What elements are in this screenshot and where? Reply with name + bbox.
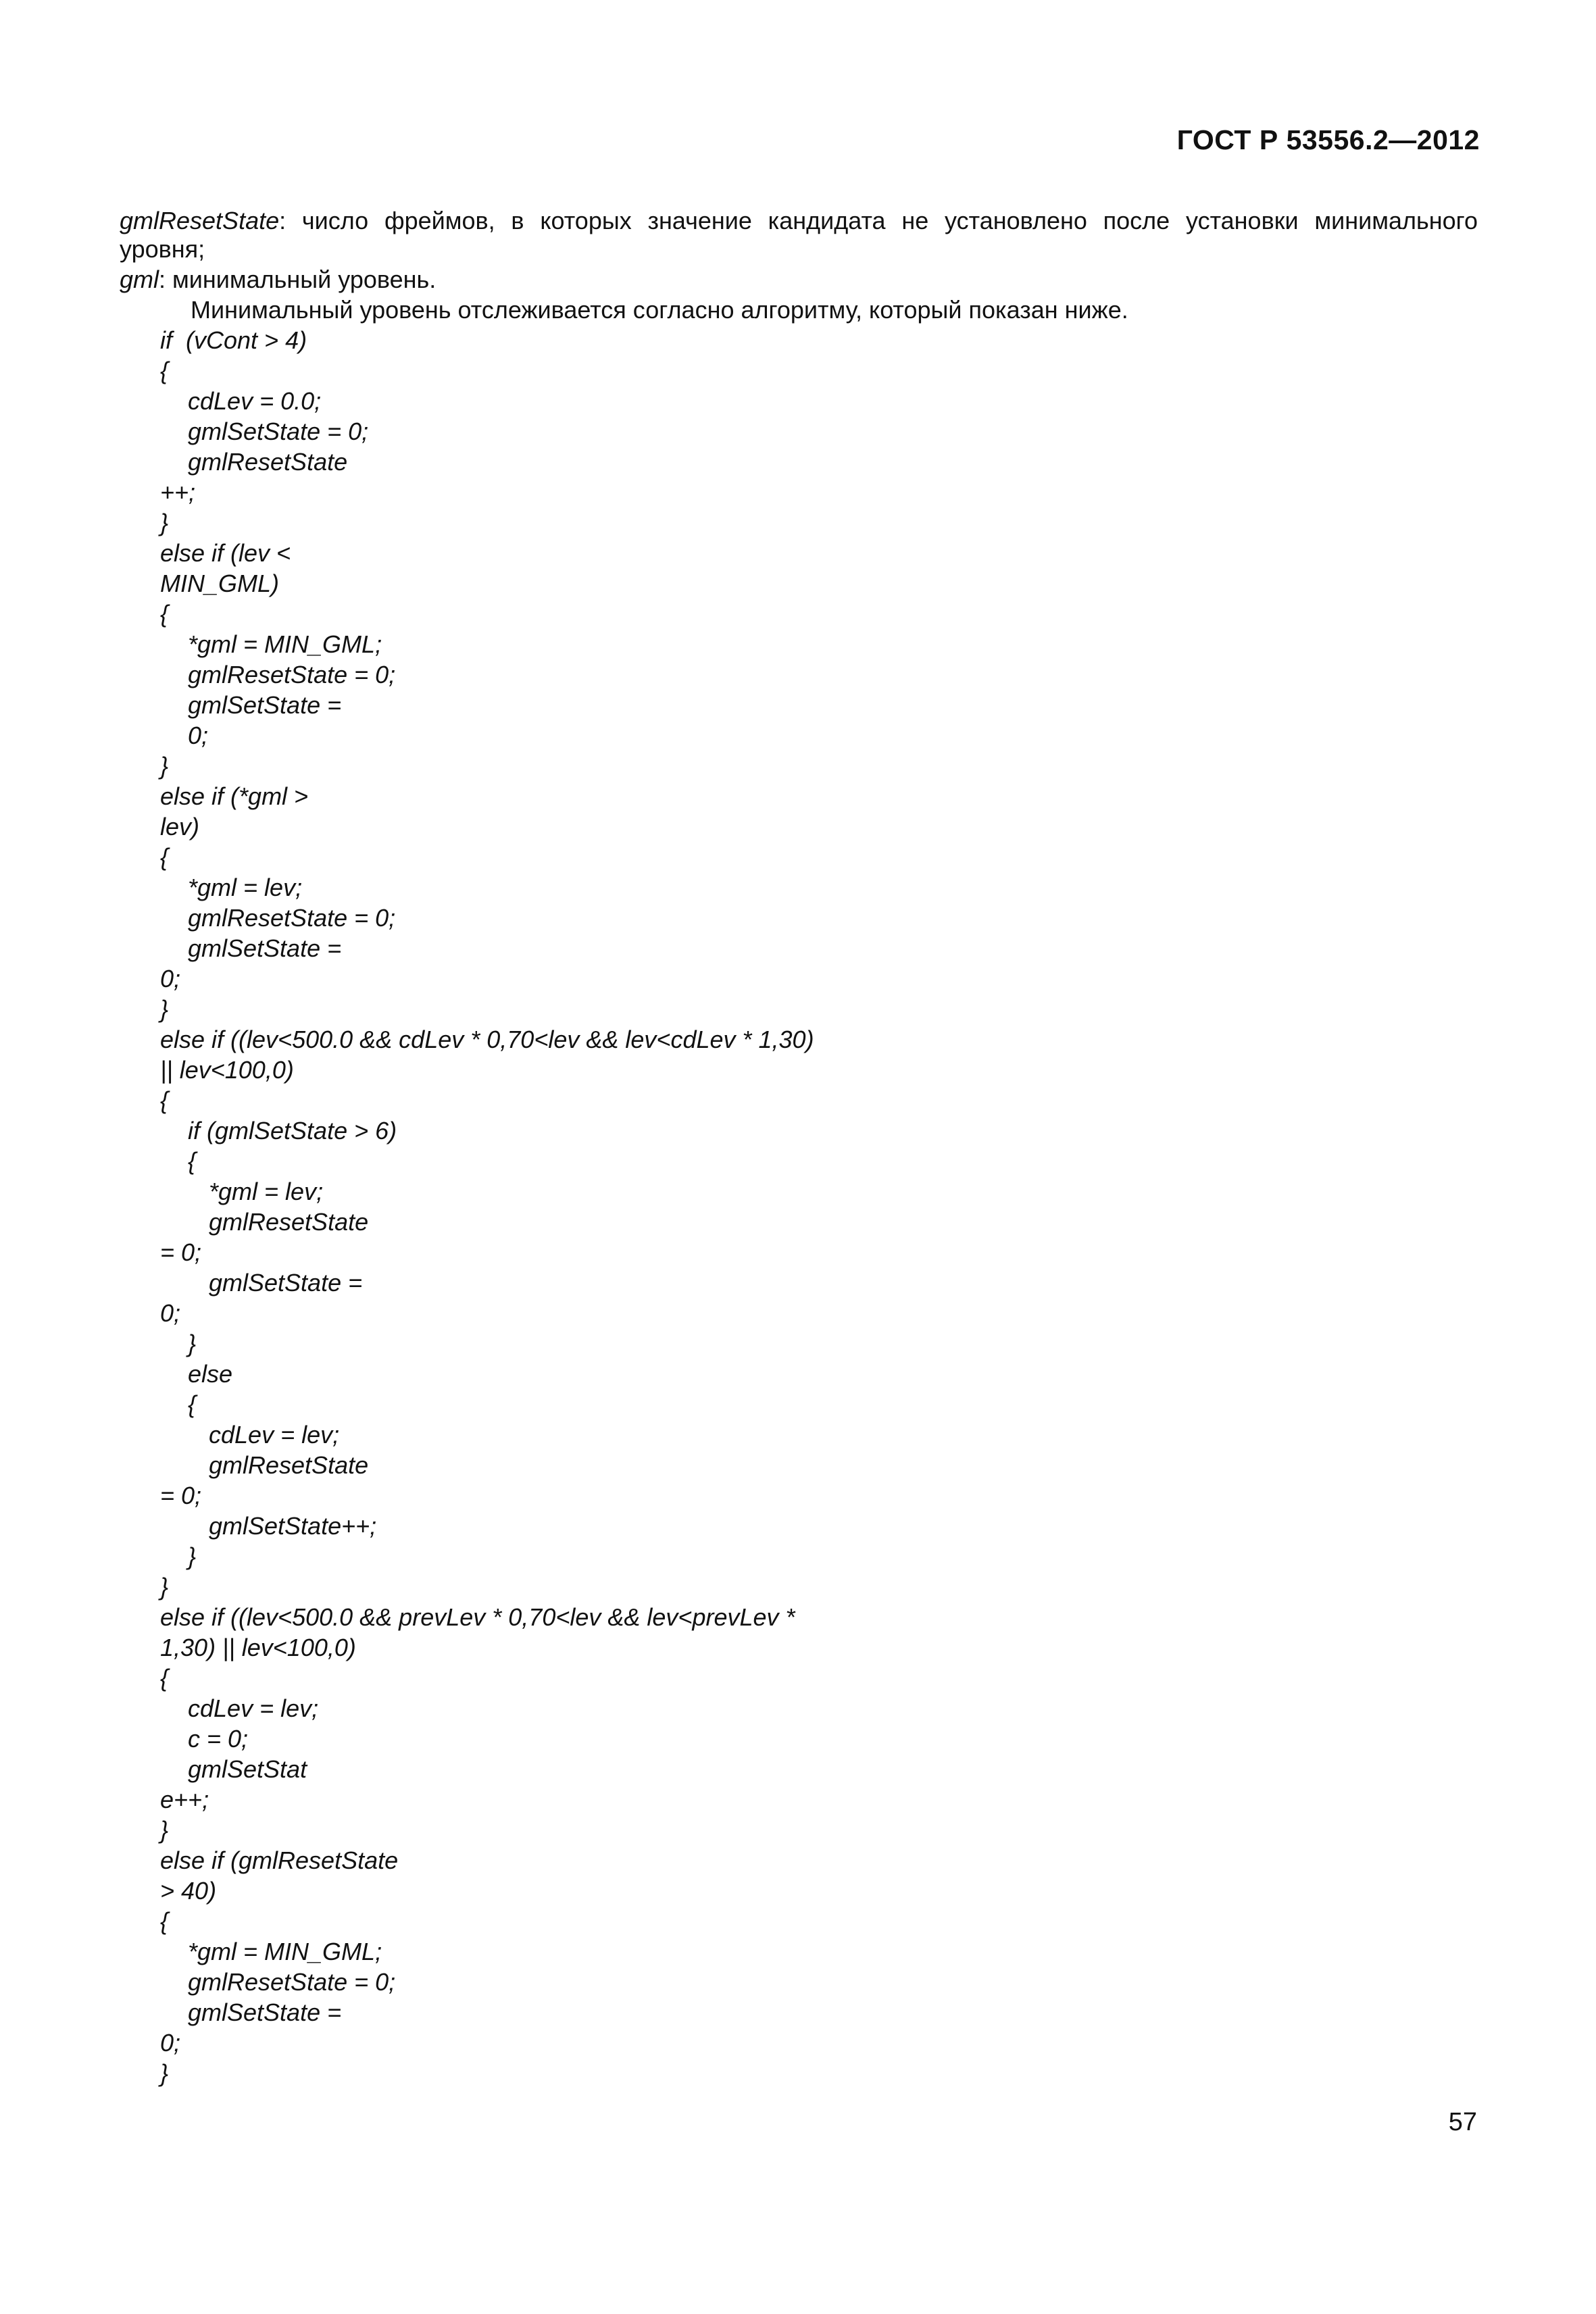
code-line: *gml = lev;: [188, 874, 303, 901]
code-line: else if ((lev<500.0 && prevLev * 0,70<lev && lev<prevLev *: [160, 1603, 795, 1631]
code-line: }: [160, 1816, 169, 1844]
code-line: gmlSetState =: [209, 1269, 363, 1297]
code-line: ++;: [160, 478, 196, 506]
code-line: else if ((lev<500.0 && cdLev * 0,70<lev && lev<cdLev * 1,30): [160, 1026, 814, 1053]
code-line: {: [160, 843, 169, 871]
code-line: {: [160, 600, 169, 628]
code-line: else if (*gml >: [160, 782, 309, 810]
code-line: else: [188, 1360, 233, 1388]
code-line: if (gmlSetState > 6): [188, 1117, 397, 1145]
code-line: gmlSetStat: [188, 1755, 307, 1783]
document-standard-id: ГОСТ Р 53556.2—2012: [1176, 124, 1480, 155]
code-line: gmlSetState =: [188, 934, 342, 962]
page-number: 57: [1448, 2108, 1477, 2136]
code-line: gmlResetState: [188, 448, 348, 476]
code-line: gmlResetState = 0;: [188, 661, 396, 688]
code-line: {: [160, 1664, 169, 1692]
code-line: c = 0;: [188, 1725, 249, 1753]
definition-separator: :: [159, 266, 166, 293]
code-line: }: [160, 509, 169, 536]
code-line: {: [188, 1147, 197, 1175]
code-line: }: [188, 1542, 197, 1570]
code-line: else if (gmlResetState: [160, 1846, 399, 1874]
definition-gmlresetstate-line2: уровня;: [120, 235, 205, 263]
code-line: 0;: [160, 1299, 181, 1327]
definition-gmlresetstate-line1: [120, 207, 1478, 235]
code-line: }: [188, 1330, 197, 1357]
code-line: = 0;: [160, 1238, 202, 1266]
code-line: || lev<100,0): [160, 1056, 294, 1084]
code-line: *gml = MIN_GML;: [188, 1938, 382, 1965]
code-line: }: [160, 752, 169, 780]
definition-text: число фреймов, в которых значение кандидата не установлено после установки минимального: [286, 207, 1478, 234]
code-line: }: [160, 995, 169, 1023]
code-line: {: [160, 357, 169, 384]
code-line: 1,30) || lev<100,0): [160, 1634, 356, 1661]
code-line: cdLev = 0.0;: [188, 387, 322, 415]
code-line: {: [188, 1390, 197, 1418]
code-line: if (vCont > 4): [160, 326, 307, 354]
definition-gml: [120, 268, 436, 292]
code-line: *gml = lev;: [209, 1178, 324, 1205]
code-line: e++;: [160, 1786, 209, 1813]
code-line: gmlSetState =: [188, 1998, 342, 2026]
algorithm-intro: Минимальный уровень отслеживается согласно алгоритму, который показан ниже.: [191, 296, 1128, 324]
code-line: }: [160, 2059, 169, 2087]
code-line: cdLev = lev;: [209, 1421, 340, 1449]
code-line: else if (lev <: [160, 539, 291, 567]
code-line: = 0;: [160, 1482, 202, 1509]
definition-separator: :: [279, 207, 286, 234]
code-line: > 40): [160, 1877, 217, 1905]
code-line: gmlSetState++;: [209, 1512, 377, 1540]
code-line: cdLev = lev;: [188, 1694, 319, 1722]
code-line: gmlResetState: [209, 1451, 369, 1479]
code-line: lev): [160, 813, 200, 840]
code-line: 0;: [188, 722, 209, 749]
code-line: {: [160, 1907, 169, 1935]
code-line: gmlResetState: [209, 1208, 369, 1236]
code-line: gmlSetState =: [188, 691, 342, 719]
code-line: {: [160, 1086, 169, 1114]
code-line: }: [160, 1573, 169, 1601]
code-line: gmlResetState = 0;: [188, 1968, 396, 1996]
definition-term: gml: [120, 266, 159, 293]
code-line: gmlSetState = 0;: [188, 418, 369, 445]
definition-text: минимальный уровень.: [166, 266, 437, 293]
definition-term: gmlResetState: [120, 207, 280, 234]
code-line: MIN_GML): [160, 570, 280, 597]
code-line: 0;: [160, 965, 181, 992]
code-line: gmlResetState = 0;: [188, 904, 396, 932]
code-line: *gml = MIN_GML;: [188, 630, 382, 658]
code-line: 0;: [160, 2029, 181, 2057]
